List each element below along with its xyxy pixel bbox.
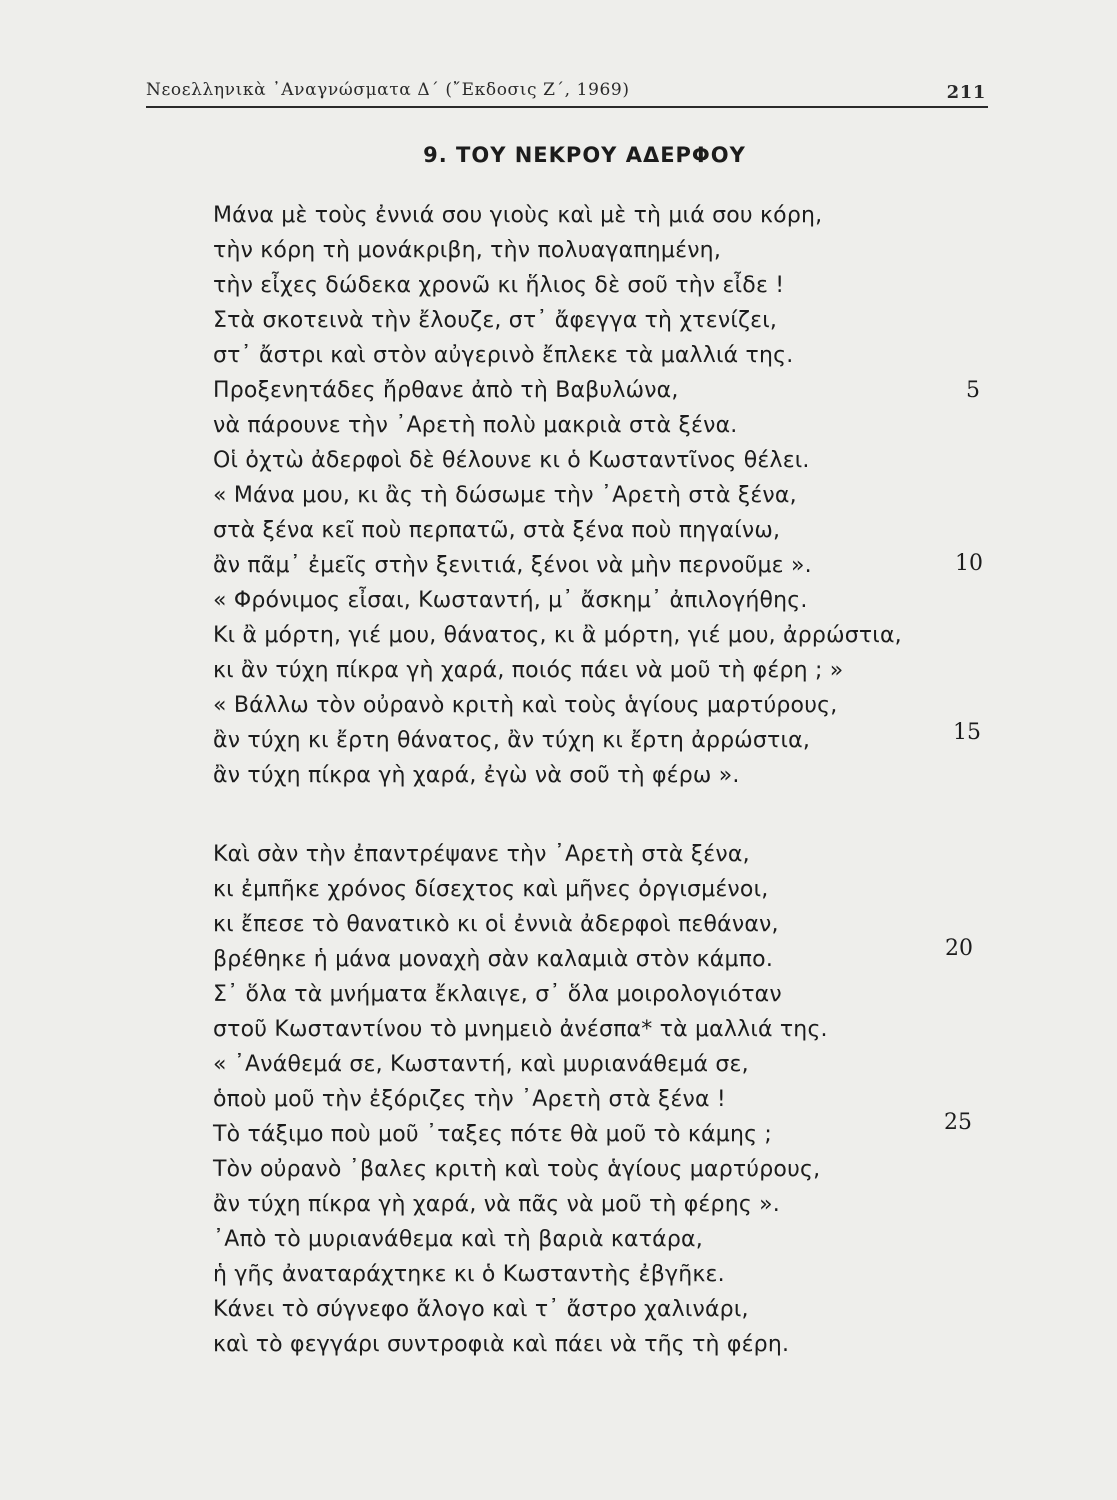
poem-line: Τὸ τάξιμο ποὺ μοῦ ᾿ταξες πότε θὰ μοῦ τὸ κάμης ;	[213, 1122, 773, 1147]
poem-line: Σ᾿ ὅλα τὰ μνήματα ἔκλαιγε, σ᾿ ὅλα μοιρολογιόταν	[213, 982, 782, 1007]
poem-line: ᾿Απὸ τὸ μυριανάθεμα καὶ τὴ βαριὰ κατάρα,	[213, 1227, 703, 1252]
poem-line: « Βάλλω τὸν οὐρανὸ κριτὴ καὶ τοὺς ἁγίους μαρτύρους,	[213, 693, 838, 718]
line-number: 15	[953, 720, 981, 745]
poem-line: κι ἐμπῆκε χρόνος δίσεχτος καὶ μῆνες ὀργισμένοι,	[213, 877, 769, 902]
poem-line: Καὶ σὰν τὴν ἐπαντρέψανε τὴν ᾿Αρετὴ στὰ ξένα,	[213, 842, 750, 867]
poem-line: Τὸν οὐρανὸ ᾿βαλες κριτὴ καὶ τοὺς ἁγίους μαρτύρους,	[213, 1157, 821, 1182]
poem-line: Οἱ ὀχτὼ ἀδερφοὶ δὲ θέλουνε κι ὁ Κωσταντῖνος θέλει.	[213, 448, 810, 473]
line-number: 10	[955, 551, 983, 576]
poem-line: στοῦ Κωσταντίνου τὸ μνημειὸ ἀνέσπα* τὰ μαλλιά της.	[213, 1017, 828, 1042]
poem-line: νὰ πάρουνε τὴν ᾿Αρετὴ πολὺ μακριὰ στὰ ξένα.	[213, 413, 738, 438]
poem-line: τὴν εἶχες δώδεκα χρονῶ κι ἥλιος δὲ σοῦ τὴν εἶδε !	[213, 273, 785, 298]
poem-line: στ᾿ ἄστρι καὶ στὸν αὐγερινὸ ἔπλεκε τὰ μαλλιά της.	[213, 343, 794, 368]
poem-line: « Μάνα μου, κι ἂς τὴ δώσωμε τὴν ᾿Αρετὴ στὰ ξένα,	[213, 483, 797, 508]
page-number: 211	[946, 82, 986, 103]
poem-line: Μάνα μὲ τοὺς ἐννιά σου γιοὺς καὶ μὲ τὴ μιά σου κόρη,	[213, 203, 823, 228]
line-number: 20	[945, 936, 973, 961]
line-number: 25	[944, 1110, 972, 1135]
poem-line: στὰ ξένα κεῖ ποὺ περπατῶ, στὰ ξένα ποὺ πηγαίνω,	[213, 518, 781, 543]
poem-title: 9. ΤΟΥ ΝΕΚΡΟΥ ΑΔΕΡΦΟΥ	[423, 143, 746, 167]
line-number: 5	[966, 378, 980, 403]
book-title: Νεοελληνικὰ ᾿Αναγνώσματα Δ΄ (῎Εκδοσις Ζ΄, 1969)	[146, 80, 630, 100]
poem-line: βρέθηκε ἡ μάνα μοναχὴ σὰν καλαμιὰ στὸν κάμπο.	[213, 947, 774, 972]
poem-line: ἂν πᾶμ᾿ ἐμεῖς στὴν ξενιτιά, ξένοι νὰ μὴν περνοῦμε ».	[213, 553, 812, 578]
poem-line: Κάνει τὸ σύγνεφο ἄλογο καὶ τ᾿ ἄστρο χαλινάρι,	[213, 1297, 749, 1322]
poem-line: ἡ γῆς ἀναταράχτηκε κι ὁ Κωσταντὴς ἐβγῆκε.	[213, 1262, 725, 1287]
running-header	[146, 76, 988, 108]
poem-line: ἂν τύχη πίκρα γὴ χαρά, ἐγὼ νὰ σοῦ τὴ φέρω ».	[213, 763, 740, 788]
poem-line: ἂν τύχη κι ἔρτη θάνατος, ἂν τύχη κι ἔρτη ἀρρώστια,	[213, 728, 811, 753]
poem-line: κι ἂν τύχη πίκρα γὴ χαρά, ποιός πάει νὰ μοῦ τὴ φέρη ; »	[213, 658, 844, 683]
poem-line: Κι ἂ μόρτη, γιέ μου, θάνατος, κι ἂ μόρτη, γιέ μου, ἀρρώστια,	[213, 623, 902, 648]
poem-line: « Φρόνιμος εἶσαι, Κωσταντή, μ᾿ ἄσκημ᾿ ἀπιλογήθης.	[213, 588, 808, 613]
poem-line: Προξενητάδες ἤρθανε ἀπὸ τὴ Βαβυλώνα,	[213, 378, 679, 403]
poem-line: τὴν κόρη τὴ μονάκριβη, τὴν πολυαγαπημένη,	[213, 238, 722, 263]
poem-line: ὁποὺ μοῦ τὴν ἐξόριζες τὴν ᾿Αρετὴ στὰ ξένα !	[213, 1087, 726, 1112]
poem-line: καὶ τὸ φεγγάρι συντροφιὰ καὶ πάει νὰ τῆς τὴ φέρη.	[213, 1332, 790, 1357]
poem-line: Στὰ σκοτεινὰ τὴν ἔλουζε, στ᾿ ἄφεγγα τὴ χτενίζει,	[213, 308, 778, 333]
poem-line: ἂν τύχη πίκρα γὴ χαρά, νὰ πᾶς νὰ μοῦ τὴ φέρης ».	[213, 1192, 780, 1217]
poem-line: « ᾿Ανάθεμά σε, Κωσταντή, καὶ μυριανάθεμά σε,	[213, 1052, 749, 1077]
poem-line: κι ἔπεσε τὸ θανατικὸ κι οἱ ἐννιὰ ἀδερφοὶ πεθάναν,	[213, 912, 779, 937]
